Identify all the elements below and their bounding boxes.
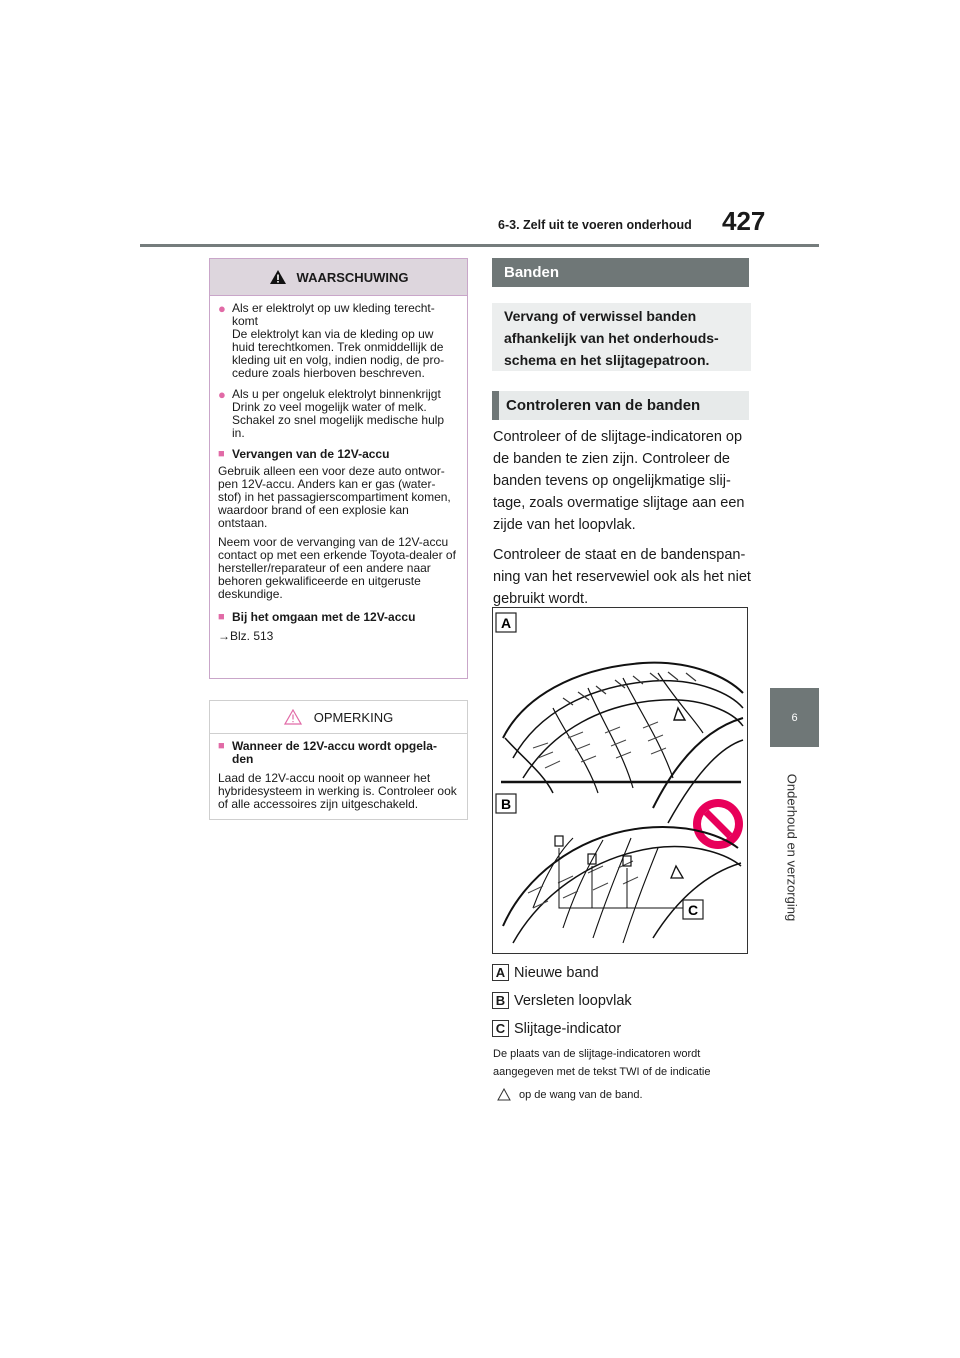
chapter-tab: 6: [770, 688, 819, 747]
prohibit-icon: [693, 799, 743, 849]
legend-text-b: Versleten loopvlak: [514, 992, 632, 1009]
bullet-2-text: Drink zo veel mogelijk water of melk. Schakel zo snel mogelijk medische hulp in.: [232, 400, 445, 440]
figure-label-c: C: [687, 902, 699, 918]
note-title: OPMERKING: [313, 709, 394, 725]
note-box: [209, 700, 468, 820]
tread-indicator-triangle-icon: [497, 1088, 511, 1101]
section-2-title: Bij het omgaan met de 12V-accu: [232, 610, 416, 624]
warning-section-2-heading: [218, 611, 458, 624]
header-divider: [140, 244, 819, 247]
section-1-title: Vervangen van de 12V-accu: [232, 447, 390, 461]
note-section-title: Wanneer de 12V-accu wordt opgela-den: [232, 739, 437, 766]
bullet-dot-icon: ●: [218, 387, 226, 402]
tire-illustration: [492, 607, 748, 954]
square-bullet-icon: ■: [218, 611, 225, 623]
section-1-para-2: Neem voor de vervanging van de 12V-accu contact op met een erkende Toyota-dealer of hersteller/reparateur of een andere naar behoren gekwalificeerde en uitgeruste deskundige.: [218, 535, 456, 601]
arrow-right-icon: →: [218, 629, 230, 643]
figure-label-b: B: [500, 796, 512, 812]
body-text: [493, 426, 755, 618]
footnote-line-2: [497, 1088, 643, 1101]
new-tire-drawing: [500, 663, 743, 823]
legend-item-c: [492, 1020, 621, 1037]
legend-letter-c: C: [492, 1020, 509, 1037]
warning-bullet-2: [218, 388, 458, 440]
footnote-text-2: op de wang van de band.: [519, 1088, 643, 1101]
note-section-heading: [218, 740, 458, 766]
legend-text-c: Slijtage-indicator: [514, 1020, 622, 1037]
bullet-1-text: De elektrolyt kan via de kleding op uw huid terechtkomen. Trek onmiddellijk de kleding uit en volg, indien nodig, de pro-cedure zoals hierboven beschreven.: [232, 327, 445, 380]
legend-item-a: [492, 964, 599, 981]
note-text: Laad de 12V-accu nooit op wanneer het hybridesysteem in werking is. Controleer ook of alle accessoires zijn uitgeschakeld.: [218, 771, 457, 811]
caution-triangle-icon: [284, 709, 302, 725]
legend-text-a: Nieuwe band: [514, 964, 599, 981]
warning-header: [210, 259, 467, 296]
section-1-para-1: Gebruik alleen een voor deze auto ontwor-pen 12V-accu. Anders kan er gas (water-stof) in het passagierscompartiment komen, waardoor brand of een explosie kan ontstaan.: [218, 464, 451, 530]
chapter-label: Onderhoud en verzorging: [784, 773, 800, 922]
figure-label-a: A: [500, 615, 512, 631]
section-2-reference: [218, 630, 458, 643]
body-paragraph-1: Controleer of de slijtage-indicatoren op de banden te zien zijn. Controleer de banden tevens op ongelijkmatige slij-tage, zoals overmatige slijtage aan een zijde van het loopvlak.: [493, 429, 745, 533]
bullet-1-title-line2: komt: [232, 314, 259, 328]
legend-letter-a: A: [492, 964, 509, 981]
warning-section-1-heading: [218, 448, 458, 461]
square-bullet-icon: ■: [218, 740, 225, 752]
warning-triangle-icon: [269, 269, 287, 285]
body-paragraph-2: Controleer de staat en de bandenspan-ning van het reservewiel ook als het niet gebruikt wordt.: [493, 547, 751, 607]
warning-box: [209, 258, 468, 679]
square-bullet-icon: ■: [218, 448, 225, 460]
page-reference-link[interactable]: Blz. 513: [230, 629, 274, 643]
bullet-2-title: Als u per ongeluk elektrolyt binnenkrijgt: [232, 387, 441, 401]
warning-title: WAARSCHUWING: [296, 269, 409, 285]
tire-wear-diagram: [493, 608, 747, 953]
legend-item-b: [492, 992, 632, 1009]
bullet-1-title-line1: Als er elektrolyt op uw kleding terecht-: [232, 301, 435, 315]
section-banner: Banden: [492, 258, 749, 287]
lead-box: Vervang of verwissel banden afhankelijk van het onderhouds-schema en het slijtagepatroon.: [492, 303, 751, 371]
note-header: [210, 701, 467, 734]
bullet-dot-icon: ●: [218, 301, 226, 316]
legend-letter-b: B: [492, 992, 509, 1009]
header-section-title: 6-3. Zelf uit te voeren onderhoud: [498, 218, 692, 232]
subsection-heading: Controleren van de banden: [492, 391, 749, 420]
footnote-text: De plaats van de slijtage-indicatoren wordt aangegeven met de tekst TWI of de indicatie: [493, 1048, 711, 1078]
page-number: 427: [722, 206, 766, 236]
warning-bullet-1: [218, 302, 458, 380]
